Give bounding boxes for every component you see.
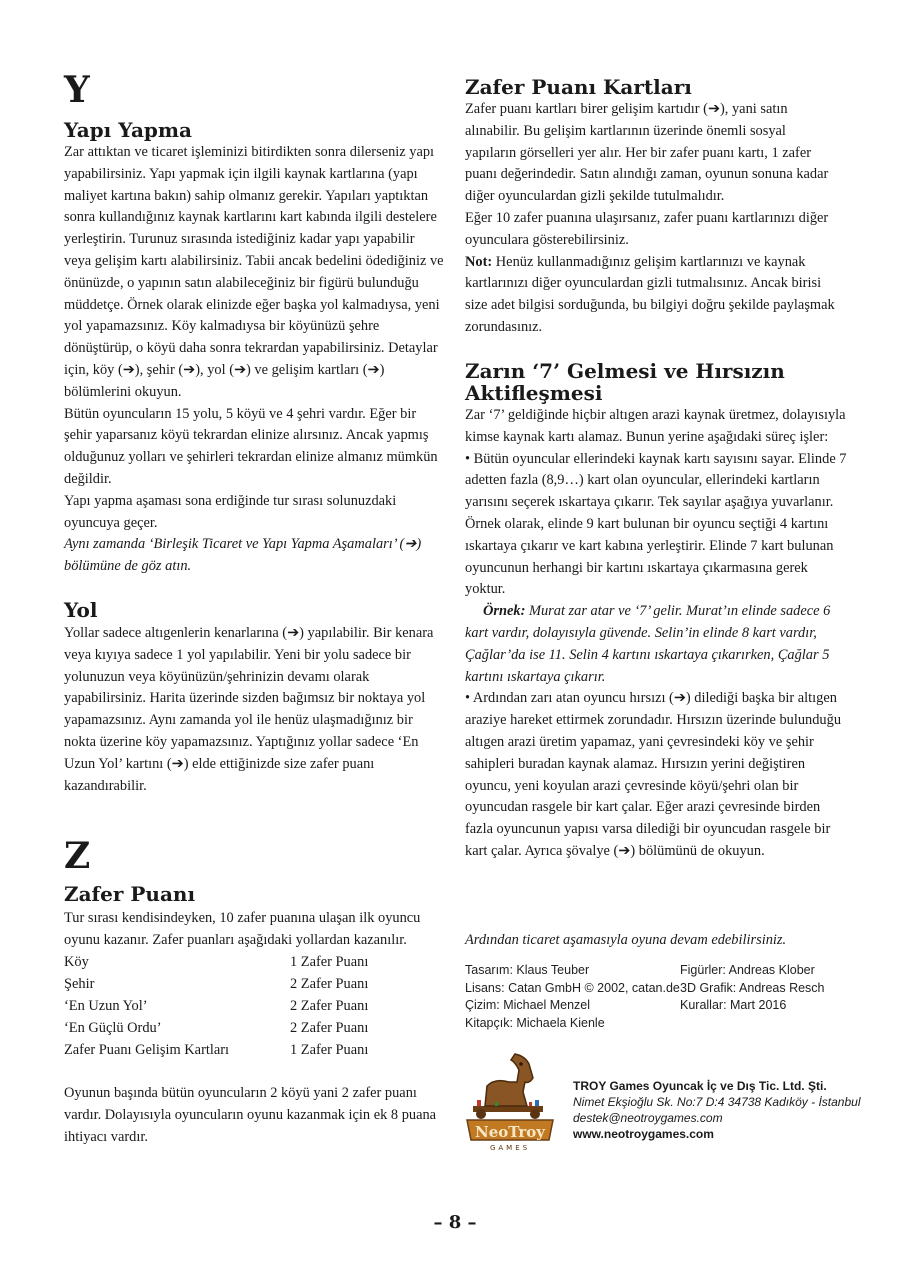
source-name: ‘En Uzun Yol’ (64, 998, 148, 1014)
paragraph: Bütün oyuncuların 15 yolu, 5 köyü ve 4 şehri vardır. Eğer bir şehir yaparsanız köyü tekrardan elinize alırsınız. Ancak yapmış olduğunuz yolları ve şehirleri tekrardan elinize almanız mümkün değildir. (64, 405, 438, 487)
credits-right (680, 962, 850, 1015)
paragraph: Yollar sadece altıgenlerin kenarlarına (➔) yapılabilir. Bir kenara veya kıyıya sadece 1 yol yapılabilir. Yeni bir yolu sadece bir yolunuzun veya köyünüzün/şehrinizin devamı olarak yapabilirsiniz. Harita üzerinde sizden bağımsız bir noktaya yol yapamazsınız. Aynı zamanda yol ile henüz ulaşmadığınız bir nokta üzerine köy yapamazsınız. Yaptığınız yollar sadece ‘En Uzun Yol’ kartını (➔) elde ettiğinizde size zafer puanı kazandırabilir. (64, 625, 434, 794)
example-paragraph (465, 601, 850, 688)
points-value: 1 Zafer Puanı (290, 1042, 369, 1058)
zafer-puani-outro (64, 1083, 444, 1148)
example-text: Murat zar atar ve ‘7’ gelir. Murat’ın elinde sadece 6 kart vardır, dolayısıyla güvende. Selin’in elinde 8 kart vardır, Çağlar’da ise 11. Selin 4 kartını ıskartaya çıkarırken, Çağlar 5 kartını ıskartaya çıkarır. (465, 603, 831, 685)
credit-line: Figürler: Andreas Klober (680, 963, 815, 977)
credit-line: Tasarım: Klaus Teuber (465, 963, 590, 977)
credit-line: 3D Grafik: Andreas Resch (680, 980, 825, 995)
section-letter-z: Z (64, 835, 91, 877)
example-label: Örnek: (483, 603, 526, 620)
zar-7-text (465, 405, 850, 863)
source-name: Köy (64, 954, 89, 970)
heading-yol: Yol (64, 598, 98, 622)
company-email[interactable]: destek@neotroygames.com (573, 1111, 723, 1125)
logo-subtext: GAMES (489, 1144, 531, 1152)
company-address: Nimet Ekşioğlu Sk. No:7 D:4 34738 Kadıköy - İstanbul (573, 1095, 861, 1109)
heading-line: Aktifleşmesi (465, 381, 603, 405)
bullet-item: • Bütün oyuncular ellerindeki kaynak kartı sayısını sayar. Elinde 7 adetten fazla (8,9…) kart olan oyuncular, ellerindeki kartların yarısını seçerek ıskartaya çıkarır. Tek sayılar aşağıya yuvarlanır. Örnek olarak, elinde 9 kart bulunan bir oyuncu seçtiği 4 kartını ıskartaya çıkarır ve kart kabına yerleştirir. Elinde 7 kart bulunan oyuncunun herhangi bir kartını ıskartaya çıkarmasına gerek yoktur. (465, 450, 847, 598)
heading-line: Zarın ‘7’ Gelmesi ve Hırsızın (465, 359, 785, 383)
note-text: Henüz kullanmadığınız gelişim kartlarınızı ve kaynak kartlarınızı diğer oyunculardan gizli tutmalısınız. Ancak birisi size adet bilgisi sorduğunda, bu bilgiyi doğru şekilde paylaşmak zorundasınız. (465, 253, 835, 335)
bullet-item: • Ardından zarı atan oyuncu hırsızı (➔) dilediği başka bir altıgen araziye hareket ettirmek zorundadır. Hırsızın üzerinde bulunduğu altıgen arazi üretim yapamaz, yani çevresindeki köy ve şehir sahipleri buradan kaynak alamaz. Hırsızın yerini değiştiren oyuncu, yeni koyulan arazi çevresinde köyü/şehri olan bir oyuncudan rasgele bir kart çalar. Eğer arazi çevresinde birden fazla oyuncunun yapısı varsa dilediği bir oyuncudan rasgele bir kart çalar. Ayrıca şövalye (➔) bölümünü de okuyun. (465, 690, 842, 859)
paragraph: Tur sırası kendisindeyken, 10 zafer puanına ulaşan ilk oyuncu oyunu kazanır. Zafer puanları aşağıdaki yollardan kazanılır. (64, 910, 421, 948)
paragraph: Oyunun başında bütün oyuncuların 2 köyü yani 2 zafer puanı vardır. Dolayısıyla oyuncuların oyunu kazanmak için ek 8 puana ihtiyacı vardır. (64, 1085, 437, 1145)
credit-line: Lisans: Catan GmbH © 2002, catan.de (465, 980, 680, 995)
trojan-horse-icon (465, 1048, 555, 1158)
paragraph: Zar attıktan ve ticaret işleminizi bitirdikten sonra dilerseniz yapı yapabilirsiniz. Yapı yapmak için ilgili kaynak kartlarına (yapı maliyet kartına bakın) sahip olmanız gerekir. Yapıları yaptıktan sonra kullandığınız kaynak kartlarını kart kabında ilgili destelere yerleştirin. Turunuz sırasında istediğiniz kadar yapı yapabilir veya gelişim kartı alabilirsiniz. Tabii ancak bedelini ödediğiniz ve önünüzde, o yapının satın alabileceğiniz bir figürü bulunduğu müddetçe. Örnek olarak elinizde eğer başka yol kalmadıysa, yeni yol yapamazsınız. Köy kalmadıysa bir köyünüzü şehre dönüştürüp, o köyü daha sonra tekrardan yapabilirsiniz. Detaylar için, köy (➔), şehir (➔), yol (➔) ve gelişim kartları (➔) bölümlerini okuyun. (64, 144, 444, 400)
paragraph: Zar ‘7’ geldiğinde hiçbir altıgen arazi kaynak üretmez, dolayısıyla kimse kaynak kartı alamaz. Bunun yerine aşağıdaki süreç işler: (465, 407, 846, 445)
credit-line: Kitapçık: Michaela Kienle (465, 1015, 605, 1030)
points-value: 2 Zafer Puanı (290, 976, 369, 992)
neotroy-logo (465, 1048, 555, 1158)
heading-zar-7 (465, 360, 785, 404)
zafer-puani-intro (64, 908, 444, 952)
source-name: ‘En Güçlü Ordu’ (64, 1020, 162, 1036)
source-name: Şehir (64, 976, 95, 992)
heading-zafer-puani-kartlari: Zafer Puanı Kartları (465, 75, 692, 99)
yapi-yapma-text (64, 142, 444, 578)
zafer-puani-kartlari-text (465, 99, 835, 339)
note-paragraph (465, 252, 835, 339)
closing-line: Ardından ticaret aşamasıyla oyuna devam edebilirsiniz. (465, 932, 787, 948)
heading-zafer-puani: Zafer Puanı (64, 882, 196, 906)
company-info (573, 1078, 863, 1142)
points-value: 1 Zafer Puanı (290, 954, 369, 970)
note-label: Not: (465, 253, 493, 270)
page-number: – 8 – (433, 1212, 477, 1233)
points-value: 2 Zafer Puanı (290, 1020, 369, 1036)
paragraph: Zafer puanı kartları birer gelişim kartıdır (➔), yani satın alınabilir. Bu gelişim kartlarının üzerinde önemli sosyal yapıların görselleri yer alır. Her bir zafer puanı kartı, 1 zafer puanı değerindedir. Satın alındığı zaman, oyunun sonuna kadar diğer oyunculardan gizli şekilde tutulmalıdır. (465, 101, 829, 205)
company-website[interactable]: www.neotroygames.com (573, 1127, 714, 1141)
logo-wordmark: NeoTroy (475, 1123, 545, 1141)
paragraph: Yapı yapma aşaması sona erdiğinde tur sırası solunuzdaki oyuncuya geçer. (64, 492, 397, 531)
credit-line: Kurallar: Mart 2016 (680, 998, 787, 1012)
credit-line: Çizim: Michael Menzel (465, 998, 591, 1012)
source-name: Zafer Puanı Gelişim Kartları (64, 1042, 230, 1058)
heading-yapi-yapma: Yapı Yapma (64, 118, 193, 142)
points-value: 2 Zafer Puanı (290, 998, 369, 1014)
cross-reference-note: Aynı zamanda ‘Birleşik Ticaret ve Yapı Yapma Aşamaları’ (➔) bölümüne de göz atın. (64, 536, 422, 575)
credits-left (465, 962, 685, 1032)
yol-text (64, 623, 444, 797)
paragraph: Eğer 10 zafer puanına ulaşırsanız, zafer puanı kartlarınızı diğer oyunculara gösterebilirsiniz. (465, 209, 829, 248)
company-name: TROY Games Oyuncak İç ve Dış Tic. Ltd. Şti. (573, 1079, 827, 1093)
section-letter-y: Y (64, 69, 90, 111)
